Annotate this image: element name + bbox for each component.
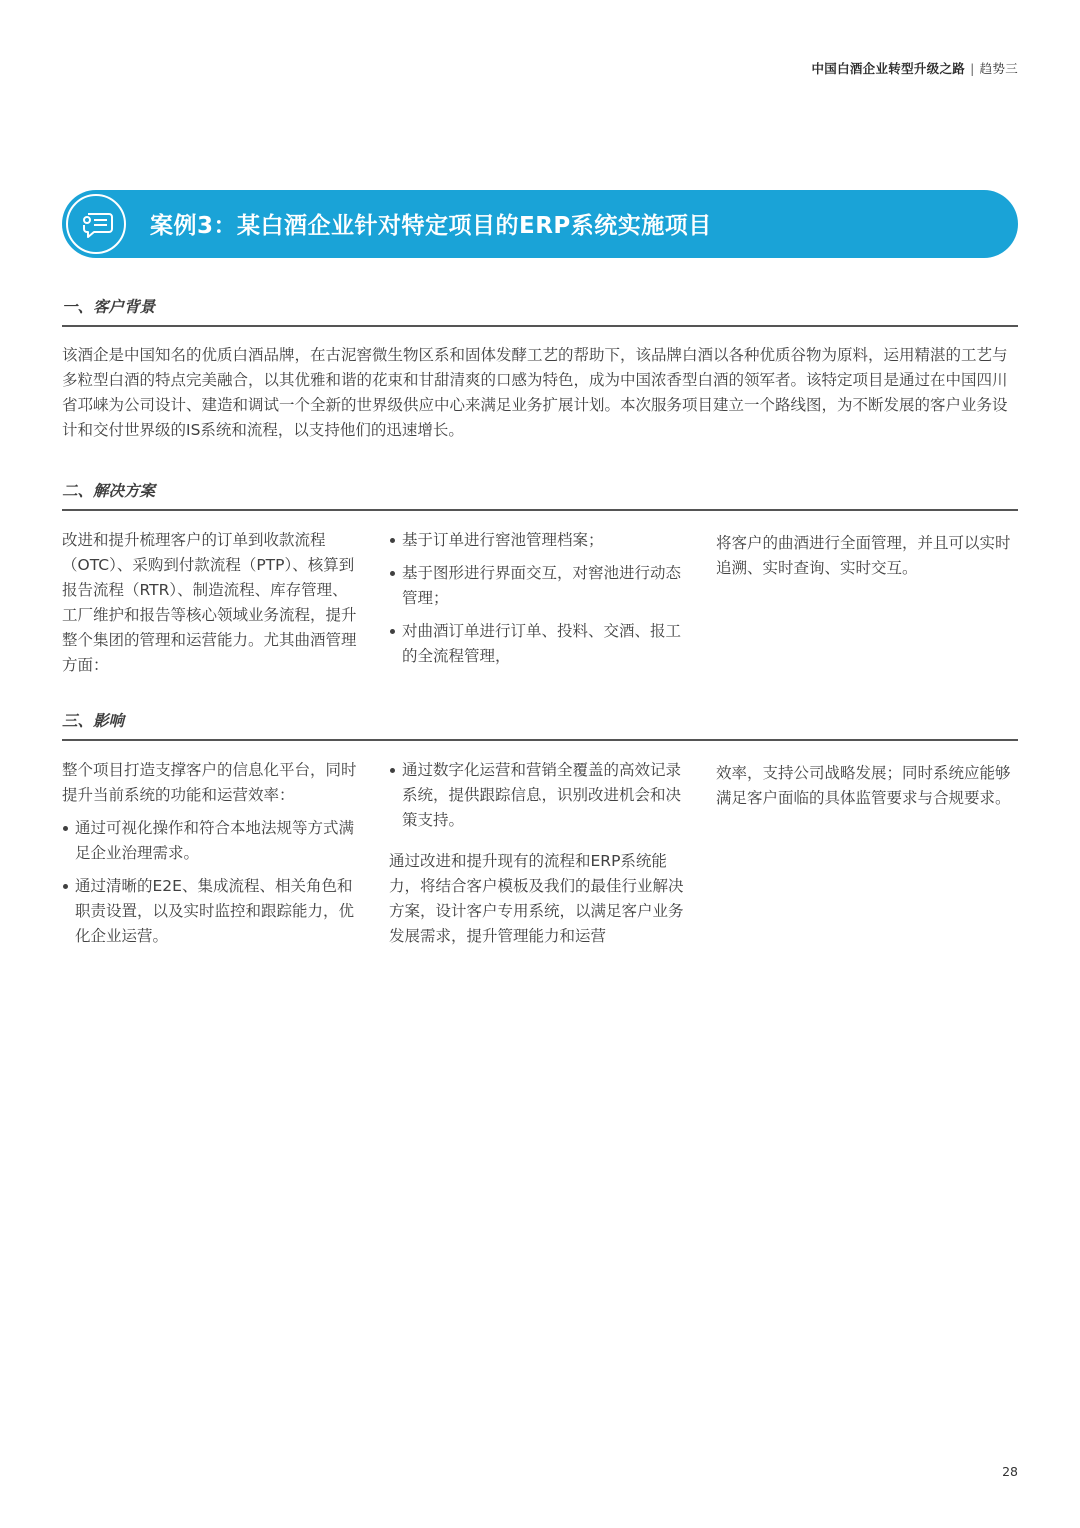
list-item: 基于图形进行界面交互，对窖池进行动态管理； <box>389 561 689 611</box>
case-title: 案例3：某白酒企业针对特定项目的ERP系统实施项目 <box>150 213 712 239</box>
background-paragraph: 该酒企是中国知名的优质白酒品牌，在古泥窖微生物区系和固体发酵工艺的帮助下，该品牌白酒以各种优质谷物为原料，运用精湛的工艺与多粒型白酒的特点完美融合，以其优雅和谐的花束和甘甜清爽的口感为特色，成为中国浓香型白酒的领军者。该特定项目是通过在中国四川省邛崃为公司设计、建造和调试一个全新的世界级供应中心来满足业务扩展计划。本次服务项目建立一个路线图，为不断发展的客户业务设计和交付世界级的IS系统和流程，以支持他们的迅速增长。 <box>62 346 1008 439</box>
impact-intro: 整个项目打造支撑客户的信息化平台，同时提升当前系统的功能和运营效率： <box>62 761 357 804</box>
solution-column-2 <box>389 528 689 677</box>
solution-column-1 <box>62 528 358 686</box>
section-heading-background: 一、客户背景 <box>62 295 1018 327</box>
list-item: 基于订单进行窖池管理档案； <box>389 528 689 553</box>
impact-conclusion: 效率，支持公司战略发展；同时系统应能够满足客户面临的具体监管要求与合规要求。 <box>716 764 1011 807</box>
solution-conclusion: 将客户的曲酒进行全面管理，并且可以实时追溯、实时查询、实时交互。 <box>716 534 1011 577</box>
running-header <box>811 59 1018 77</box>
header-trend: 趋势三 <box>979 61 1018 76</box>
list-item: 对曲酒订单进行订单、投料、交酒、报工的全流程管理， <box>389 619 689 669</box>
list-item: 通过数字化运营和营销全覆盖的高效记录系统，提供跟踪信息，识别改进机会和决策支持。 <box>389 758 689 833</box>
case-banner <box>62 190 1018 258</box>
impact-paragraph: 通过改进和提升现有的流程和ERP系统能力，将结合客户模板及我们的最佳行业解决方案，设计客户专用系统，以满足客户业务发展需求，提升管理能力和运营 <box>389 852 684 945</box>
header-title: 中国白酒企业转型升级之路 <box>811 61 966 76</box>
page-number: 28 <box>1002 1464 1018 1479</box>
impact-column-1 <box>62 758 360 957</box>
section-heading-solution: 二、解决方案 <box>62 479 1018 511</box>
list-item: 通过可视化操作和符合本地法规等方式满足企业治理需求。 <box>62 816 360 866</box>
header-separator: | <box>970 61 975 76</box>
solution-column-3 <box>716 531 1018 589</box>
impact-bullet-list-2 <box>389 758 689 833</box>
chat-bubble-icon <box>66 194 126 254</box>
list-item: 通过清晰的E2E、集成流程、相关角色和职责设置，以及实时监控和跟踪能力，优化企业运营。 <box>62 874 360 949</box>
section-heading-impact: 三、影响 <box>62 709 1018 741</box>
impact-column-3 <box>716 761 1018 819</box>
solution-intro: 改进和提升梳理客户的订单到收款流程（OTC）、采购到付款流程（PTP）、核算到报告流程（RTR）、制造流程、库存管理、工厂维护和报告等核心领域业务流程，提升整个集团的管理和运营能力。尤其曲酒管理方面： <box>62 531 357 674</box>
impact-bullet-list-1 <box>62 816 360 949</box>
solution-bullet-list <box>389 528 689 669</box>
impact-column-2 <box>389 758 689 957</box>
